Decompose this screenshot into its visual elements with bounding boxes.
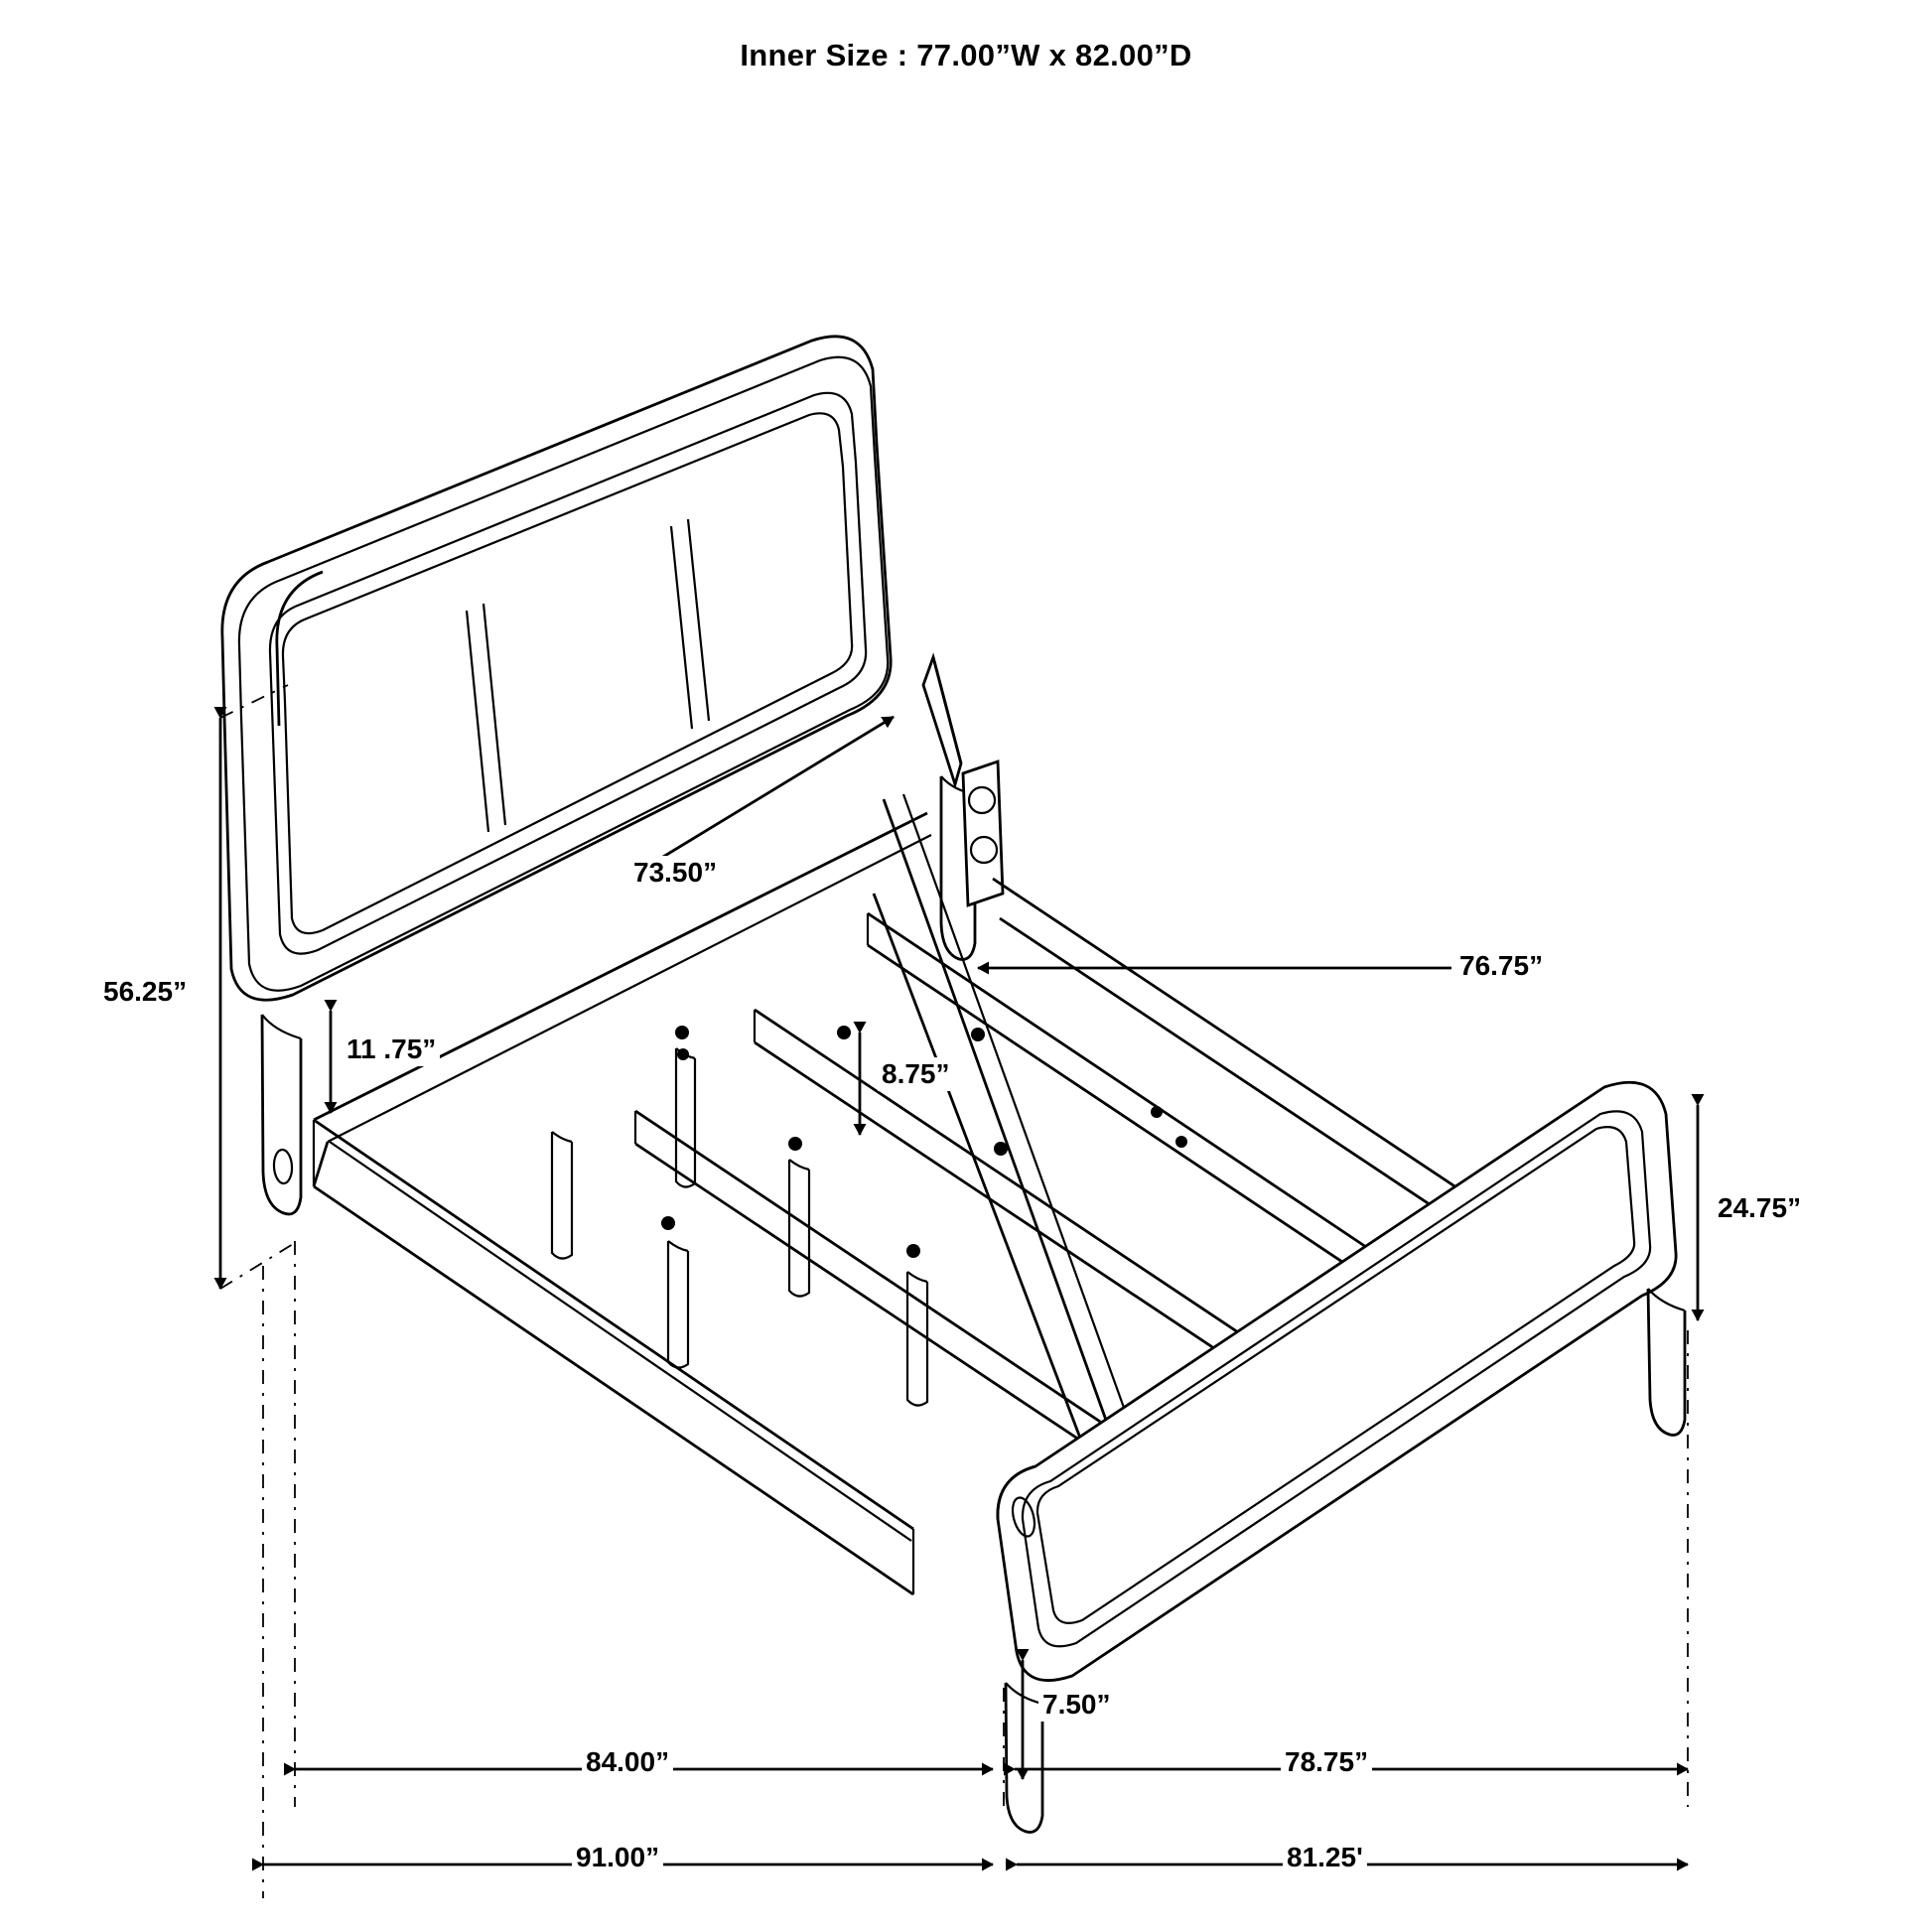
dim-overall-width: 81.25' bbox=[1283, 1841, 1367, 1874]
dim-footboard-clearance: 7.50” bbox=[1038, 1688, 1115, 1722]
dim-headboard-clearance: 11 .75” bbox=[343, 1033, 440, 1066]
dim-overall-length: 91.00” bbox=[572, 1841, 663, 1874]
dim-footboard-width: 78.75” bbox=[1281, 1745, 1372, 1779]
dim-headboard-height: 56.25” bbox=[99, 975, 191, 1009]
dim-footboard-height: 24.75” bbox=[1714, 1191, 1805, 1225]
dim-slat-height: 8.75” bbox=[878, 1057, 954, 1091]
dim-headboard-inner-width: 73.50” bbox=[629, 856, 721, 890]
page-title: Inner Size : 77.00”W x 82.00”D bbox=[740, 38, 1192, 72]
support-legs bbox=[552, 1048, 927, 1406]
dim-rail-inner-width: 76.75” bbox=[1455, 949, 1547, 983]
dim-side-rail-length: 84.00” bbox=[582, 1745, 673, 1779]
